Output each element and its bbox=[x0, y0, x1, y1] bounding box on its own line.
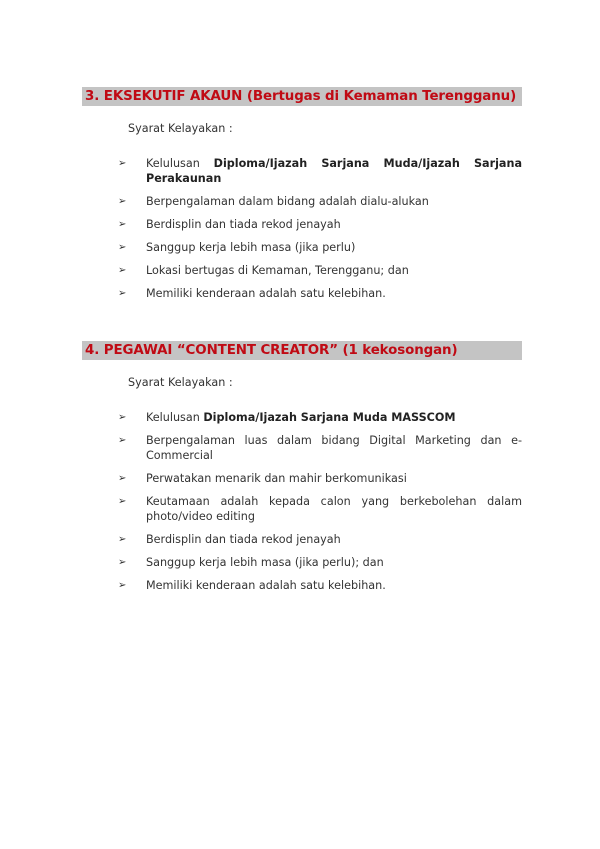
criteria-item bbox=[82, 286, 522, 301]
criteria-qualification: Diploma/Ijazah Sarjana Muda/Ijazah Sarjana Perakaunan bbox=[146, 157, 522, 185]
arrow-bullet-icon: ➢ bbox=[118, 557, 127, 568]
arrow-bullet-icon: ➢ bbox=[118, 196, 127, 207]
criteria-item bbox=[82, 240, 522, 255]
criteria-text: Lokasi bertugas di Kemaman, Terengganu; dan bbox=[146, 264, 409, 277]
section-eksekutif-akaun bbox=[82, 87, 522, 309]
criteria-text: Berdisplin dan tiada rekod jenayah bbox=[146, 533, 341, 546]
criteria-text: Perwatakan menarik dan mahir berkomunikasi bbox=[146, 472, 407, 485]
criteria-item bbox=[82, 471, 522, 486]
arrow-bullet-icon: ➢ bbox=[118, 242, 127, 253]
criteria-item bbox=[82, 410, 522, 425]
criteria-item bbox=[82, 555, 522, 570]
arrow-bullet-icon: ➢ bbox=[118, 158, 127, 169]
arrow-bullet-icon: ➢ bbox=[118, 435, 127, 446]
criteria-text: Berdisplin dan tiada rekod jenayah bbox=[146, 218, 341, 231]
criteria-list bbox=[82, 410, 522, 593]
criteria-text: Sanggup kerja lebih masa (jika perlu) bbox=[146, 241, 356, 254]
criteria-text: Kelulusan bbox=[146, 411, 204, 424]
criteria-item bbox=[82, 433, 522, 463]
criteria-qualification: Diploma/Ijazah Sarjana Muda MASSCOM bbox=[203, 411, 456, 424]
criteria-item bbox=[82, 494, 522, 524]
section-content-creator bbox=[82, 341, 522, 601]
criteria-label: Syarat Kelayakan : bbox=[128, 122, 233, 135]
arrow-bullet-icon: ➢ bbox=[118, 473, 127, 484]
criteria-text: Sanggup kerja lebih masa (jika perlu); dan bbox=[146, 556, 384, 569]
arrow-bullet-icon: ➢ bbox=[118, 580, 127, 591]
criteria-item bbox=[82, 217, 522, 232]
section-heading: 3. EKSEKUTIF AKAUN (Bertugas di Kemaman Terengganu) bbox=[82, 87, 522, 106]
criteria-list bbox=[82, 156, 522, 301]
criteria-text: Memiliki kenderaan adalah satu kelebihan. bbox=[146, 287, 386, 300]
criteria-text: Berpengalaman luas dalam bidang Digital Marketing dan e-Commercial bbox=[146, 434, 522, 462]
criteria-item bbox=[82, 578, 522, 593]
criteria-text: Keutamaan adalah kepada calon yang berkebolehan dalam photo/video editing bbox=[146, 495, 522, 523]
section-heading: 4. PEGAWAI “CONTENT CREATOR” (1 kekosongan) bbox=[82, 341, 522, 360]
criteria-text: Memiliki kenderaan adalah satu kelebihan. bbox=[146, 579, 386, 592]
criteria-label: Syarat Kelayakan : bbox=[128, 376, 233, 389]
arrow-bullet-icon: ➢ bbox=[118, 534, 127, 545]
criteria-item bbox=[82, 156, 522, 186]
arrow-bullet-icon: ➢ bbox=[118, 496, 127, 507]
criteria-item bbox=[82, 263, 522, 278]
arrow-bullet-icon: ➢ bbox=[118, 265, 127, 276]
arrow-bullet-icon: ➢ bbox=[118, 219, 127, 230]
arrow-bullet-icon: ➢ bbox=[118, 288, 127, 299]
criteria-text: Kelulusan bbox=[146, 157, 214, 170]
criteria-text: Berpengalaman dalam bidang adalah dialu-alukan bbox=[146, 195, 429, 208]
criteria-item bbox=[82, 194, 522, 209]
arrow-bullet-icon: ➢ bbox=[118, 412, 127, 423]
criteria-item bbox=[82, 532, 522, 547]
